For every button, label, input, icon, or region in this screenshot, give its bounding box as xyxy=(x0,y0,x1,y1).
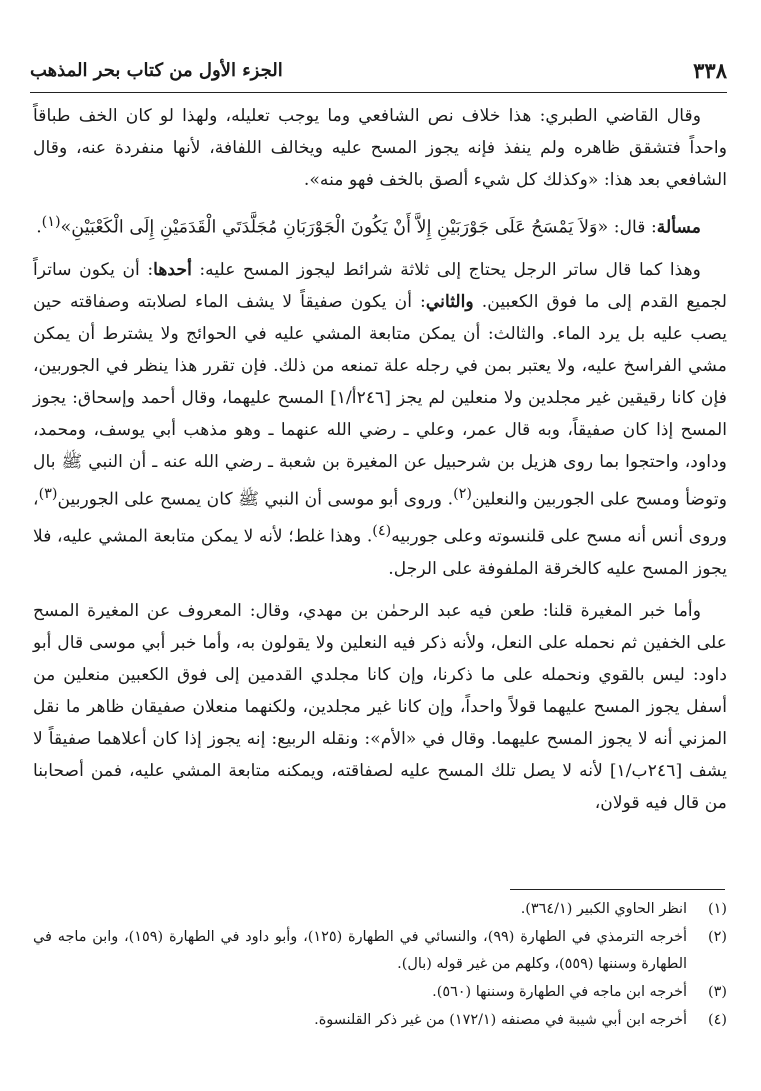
running-title: الجزء الأول من كتاب بحر المذهب xyxy=(30,60,283,81)
p3-part-d: . وروى أبو موسى أن النبي ﷺ كان يمسح على الجوربين xyxy=(57,489,454,510)
paragraph-4: وأما خبر المغيرة قلنا: طعن فيه عبد الرحمٰن بن مهدي، وقال: المعروف عن المغيرة المسح على الخفين ثم نحمله على النعل، ولأنه ذكر فيه النعلين ولا يقولون به، وأما خبر أبي موسى قال أبو داود: ليس بالقوي ونحمله على ما ذكرنا، وإن كانا مجلدي القدمين إلى فوق الكعبين منعلين من أسفل يجوز المسح عليهما قولاً واحداً، وإن كانا غير مجلدين، ولكنهما منعلان صفيقان ظاهر ما نقل المزني أنه لا يجوز المسح عليهما. وقال في «الأم»: ونقله الربيع: إنه يجوز إذا كان أعلاهما صفيقاً لا يشف [٢٤٦ب/١] لأنه لا يصل تلك المسح عليه لصفاقته، ويمكنه متابعة المشي عليه، فمن أصحابنا من قال فيه قولان، xyxy=(33,601,727,814)
main-text xyxy=(33,100,727,819)
footnote-text: انظر الحاوي الكبير (٣٦٤/١). xyxy=(520,901,687,917)
masala-end: . xyxy=(36,217,42,238)
footnote-1 xyxy=(33,896,727,923)
masala-intro: : قال: xyxy=(608,217,657,238)
footnote-ref-2: (٢) xyxy=(453,485,472,502)
footnote-ref-4: (٤) xyxy=(372,523,392,540)
second-label: والثاني xyxy=(425,291,474,312)
first-label: أحدها xyxy=(153,259,192,280)
footnote-ref-3: (٣) xyxy=(38,485,58,502)
p3-part-e: ، وروى أنس أنه مسح على قلنسوته وعلى جوربيه xyxy=(33,489,727,548)
footnote-text: أخرجه الترمذي في الطهارة (٩٩)، والنسائي في الطهارة (١٢٥)، وأبو داود في الطهارة (١٥٩)، وابن ماجه في الطهارة وسننها (٥٥٩)، وكلهم من غير قوله (بال). xyxy=(33,929,688,972)
footnote-number: (٢) xyxy=(708,929,727,945)
paragraph-1: وقال القاضي الطبري: هذا خلاف نص الشافعي وما يوجب تعليله، ولهذا لو كان الخف طباقاً واحداً فتشقق ظاهره ولم ينفذ فإنه يجوز المسح عليه ويخالف اللفافة، لأنها منفردة عنه، وقال الشافعي بعد هذا: «وكذلك كل شيء ألصق بالخف فهو منه». xyxy=(33,106,727,190)
paragraph-3 xyxy=(33,254,727,585)
footnote-2 xyxy=(33,924,727,978)
footnote-text: أخرجه ابن أبي شيبة في مصنفه (١٧٢/١) من غير ذكر القلنسوة. xyxy=(314,1012,687,1028)
footnotes xyxy=(33,896,727,1034)
p3-part-c: : أن يكون صفيقاً لا يشف الماء لصلابته وصفاقته حين يصب عليه بل يرد الماء. والثالث: أن يمكن متابعة المشي عليه في الحوائج ولا يشترط أن يمكن مشي الفراسخ عليه، ولا يعتبر بمن في رجله علة تمنعه من ذلك. فإن تقرر هذا ينظر في الجوربين، فإن كانا رقيقين غير مجلدين ولا منعلين لم يجز [٢٤٦أ/١] المسح عليهما، وقال أحمد وإسحاق: يجوز المسح إذا كان صفيقاً، وبه قال عمر، وعلي ـ رضي الله عنهما ـ وهو مذهب أبي يوسف، ومحمد، وداود، واحتجوا بما روى هزيل بن شرحبيل عن المغيرة بن شعبة ـ رضي الله عنه ـ أن النبي ﷺ بال وتوضأ ومسح على الجوربين والنعلين xyxy=(33,291,727,510)
footnote-number: (٣) xyxy=(708,984,727,1000)
footnote-divider xyxy=(510,889,725,890)
page-header xyxy=(30,58,727,90)
footnote-text: أخرجه ابن ماجه في الطهارة وسننها (٥٦٠). xyxy=(432,984,687,1000)
p3-part-a: وهذا كما قال ساتر الرجل يحتاج إلى ثلاثة شرائط ليجوز المسح عليه: xyxy=(191,259,701,280)
masala-label: مسألة xyxy=(656,217,701,238)
page-number: ٣٣٨ xyxy=(693,58,727,83)
footnote-number: (٤) xyxy=(708,1012,727,1028)
footnote-3 xyxy=(33,979,727,1006)
paragraph-masala xyxy=(33,206,727,244)
p3-part-f: . وهذا غلط؛ لأنه لا يمكن متابعة المشي عليه، فلا يجوز المسح عليه كالخرقة الملفوفة على الرجل. xyxy=(33,527,727,580)
quoted-text: «وَلاَ يَمْسَحُ عَلَى جَوْرَبَيْنِ إِلاَّ أَنْ يَكُونَ الْجَوْرَبَانِ مُجَلَّدَتَي الْقَدَمَيْنِ إِلَى الْكَعْبَيْنِ» xyxy=(60,217,609,238)
footnote-number: (١) xyxy=(708,901,727,917)
footnote-4 xyxy=(33,1007,727,1034)
header-divider xyxy=(30,92,727,93)
footnote-ref-1: (١) xyxy=(41,214,61,230)
p3-part-b: : أن يكون ساتراً لجميع القدم إلى ما فوق الكعبين. xyxy=(33,259,727,312)
